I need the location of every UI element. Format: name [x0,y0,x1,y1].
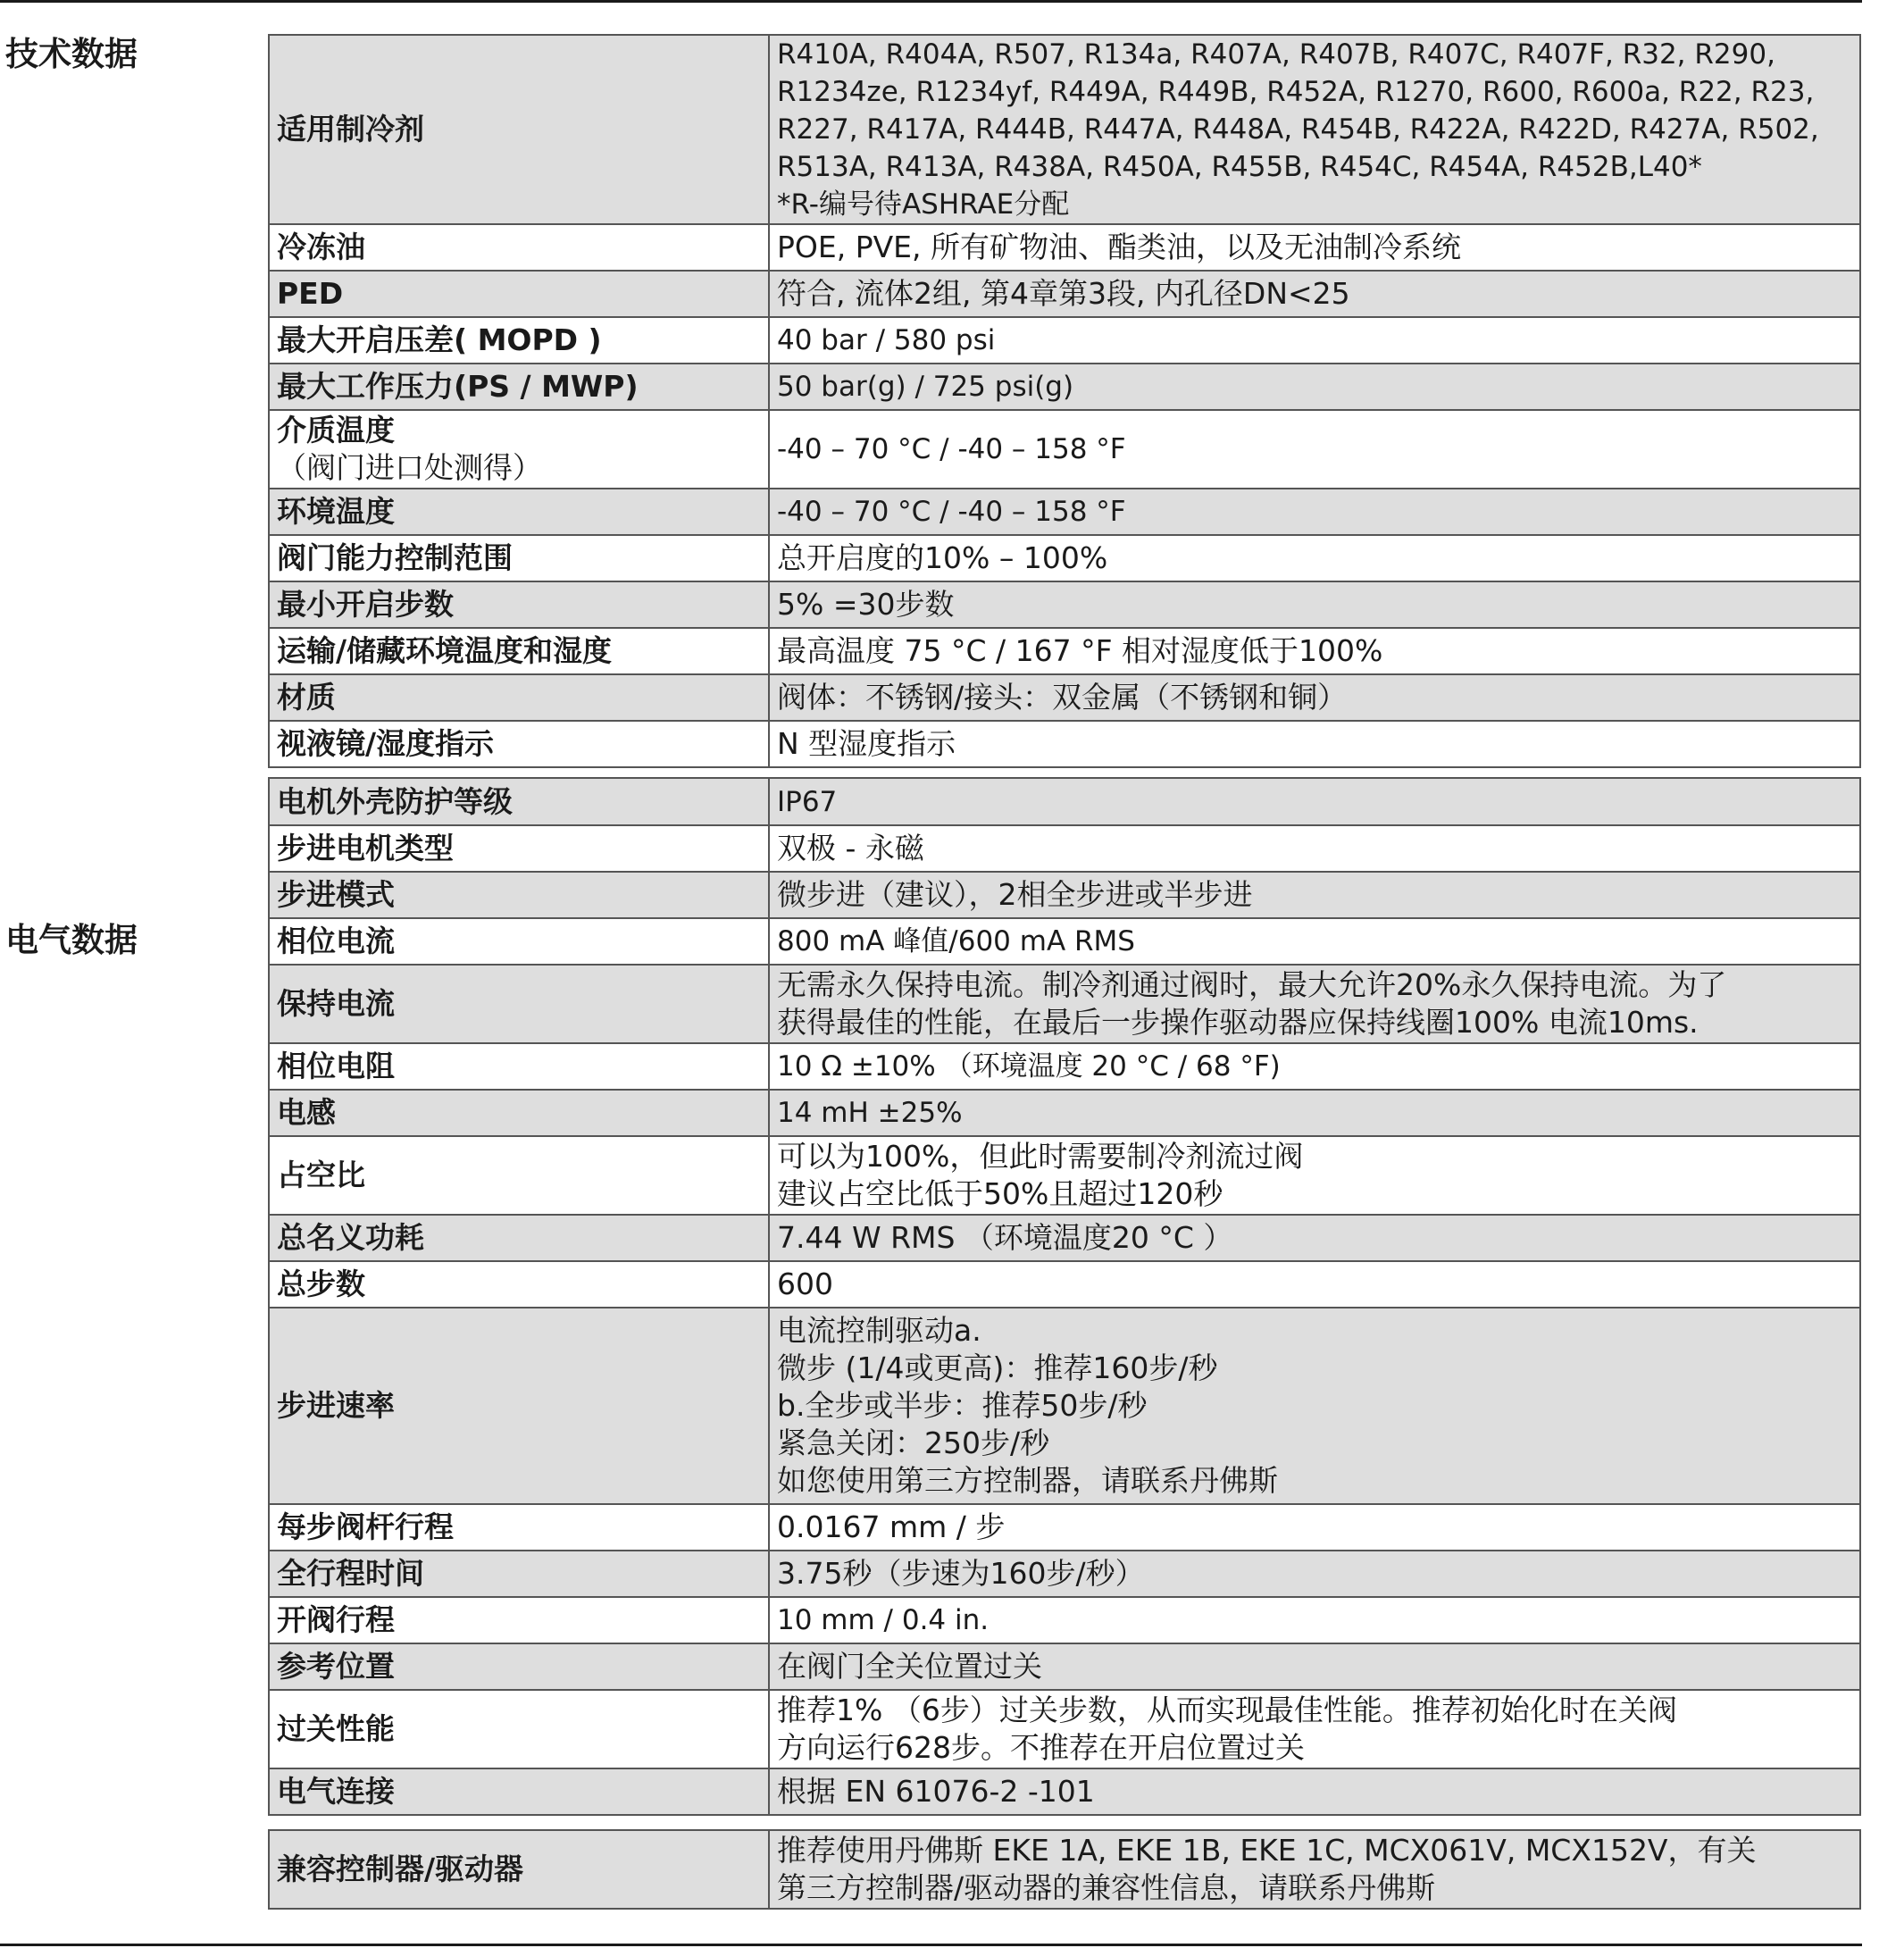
row-value: 符合, 流体2组, 第4章第3段, 内孔径DN<25 [769,271,1860,317]
row-label: 开阀行程 [269,1597,769,1643]
row-value: N 型湿度指示 [769,721,1860,767]
row-value: POE, PVE, 所有矿物油、酯类油，以及无油制冷系统 [769,224,1860,271]
table-row [269,674,1860,721]
table-row [269,1504,1860,1551]
row-value: 50 bar(g) / 725 psi(g) [769,364,1860,410]
row-label: 相位电流 [269,918,769,965]
table-row [269,1768,1860,1815]
table-row [269,271,1860,317]
row-label: 最大工作压力(PS / MWP) [269,364,769,410]
row-value: 推荐使用丹佛斯 EKE 1A, EKE 1B, EKE 1C, MCX061V, MCX152V，有关 第三方控制器/驱动器的兼容性信息，请联系丹佛斯 [769,1830,1860,1909]
row-value: 10 Ω ±10% （环境温度 20 °C / 68 °F) [769,1043,1860,1090]
table-row [269,1308,1860,1504]
row-label: 运输/储藏环境温度和湿度 [269,628,769,674]
row-label: 材质 [269,674,769,721]
row-label: 最大开启压差( MOPD ) [269,317,769,364]
compatibility-table [268,1829,1861,1910]
table-row [269,721,1860,767]
row-value: 7.44 W RMS （环境温度20 °C ） [769,1215,1860,1261]
top-rule [0,0,1862,3]
table-row [269,1551,1860,1597]
table-row [269,1090,1860,1136]
row-value: 总开启度的10% – 100% [769,535,1860,581]
row-label: 相位电阻 [269,1043,769,1090]
row-label-main: 介质温度 [277,413,395,447]
table-row [269,35,1860,224]
row-label-sub: （阀门进口处测得） [277,450,542,485]
row-value: 可以为100%，但此时需要制冷剂流过阀 建议占空比低于50%且超过120秒 [769,1136,1860,1215]
table-row [269,489,1860,535]
row-value: 10 mm / 0.4 in. [769,1597,1860,1643]
row-value: IP67 [769,778,1860,825]
row-value: -40 – 70 °C / -40 – 158 °F [769,410,1860,489]
tech-data-table [268,34,1861,768]
electrical-data-heading: 电气数据 [5,921,138,959]
row-label: 参考位置 [269,1643,769,1690]
row-label: 兼容控制器/驱动器 [269,1830,769,1909]
row-label: 每步阀杆行程 [269,1504,769,1551]
row-value: -40 – 70 °C / -40 – 158 °F [769,489,1860,535]
table-row [269,1690,1860,1768]
table-row [269,410,1860,489]
row-value: 0.0167 mm / 步 [769,1504,1860,1551]
row-label: 适用制冷剂 [269,35,769,224]
table-row [269,1261,1860,1308]
electrical-data-table [268,777,1861,1816]
row-label: 步进模式 [269,872,769,918]
row-label: 总名义功耗 [269,1215,769,1261]
row-label: 最小开启步数 [269,581,769,628]
row-label [269,410,769,489]
tech-data-heading: 技术数据 [5,35,138,73]
row-value: 14 mH ±25% [769,1090,1860,1136]
row-label: 总步数 [269,1261,769,1308]
row-label: 电感 [269,1090,769,1136]
table-row [269,872,1860,918]
table-row [269,965,1860,1043]
row-value: 5% =30步数 [769,581,1860,628]
table-row [269,1215,1860,1261]
bottom-rule [0,1944,1862,1946]
table-row [269,1830,1860,1909]
row-value: 微步进（建议），2相全步进或半步进 [769,872,1860,918]
row-label: 视液镜/湿度指示 [269,721,769,767]
table-row [269,778,1860,825]
row-label: 冷冻油 [269,224,769,271]
row-label: 环境温度 [269,489,769,535]
table-row [269,581,1860,628]
row-label: 步进电机类型 [269,825,769,872]
row-value: 40 bar / 580 psi [769,317,1860,364]
table-row [269,317,1860,364]
row-value: R410A, R404A, R507, R134a, R407A, R407B, R407C, R407F, R32, R290, R1234ze, R1234yf, R449A, R449B, R452A, R1270, R600, R600a, R22, R23, R227, R417A, R444B, R447A, R448A, R454B, R422A, R422D, R427A, R502, R513A, R413A, R438A, R450A, R455B, R454C, R454A, R452B,L40* *R-编号待ASHRAE分配 [769,35,1860,224]
row-value: 根据 EN 61076-2 -101 [769,1768,1860,1815]
row-value: 3.75秒（步速为160步/秒） [769,1551,1860,1597]
row-label: 电气连接 [269,1768,769,1815]
table-row [269,1597,1860,1643]
row-value: 最高温度 75 °C / 167 °F 相对湿度低于100% [769,628,1860,674]
table-row [269,825,1860,872]
row-value: 阀体：不锈钢/接头：双金属（不锈钢和铜） [769,674,1860,721]
table-row [269,918,1860,965]
row-label: 阀门能力控制范围 [269,535,769,581]
row-label: 电机外壳防护等级 [269,778,769,825]
row-label: 占空比 [269,1136,769,1215]
table-row [269,364,1860,410]
row-label: PED [269,271,769,317]
table-row [269,1136,1860,1215]
table-row [269,535,1860,581]
table-row [269,628,1860,674]
row-value: 在阀门全关位置过关 [769,1643,1860,1690]
row-value: 600 [769,1261,1860,1308]
row-label: 过关性能 [269,1690,769,1768]
row-value: 电流控制驱动a. 微步 (1/4或更高)：推荐160步/秒 b.全步或半步：推荐50步/秒 紧急关闭：250步/秒 如您使用第三方控制器，请联系丹佛斯 [769,1308,1860,1504]
row-label: 全行程时间 [269,1551,769,1597]
row-value: 800 mA 峰值/600 mA RMS [769,918,1860,965]
table-row [269,224,1860,271]
row-value: 推荐1% （6步）过关步数，从而实现最佳性能。推荐初始化时在关阀 方向运行628步。不推荐在开启位置过关 [769,1690,1860,1768]
table-row [269,1643,1860,1690]
row-value: 无需永久保持电流。制冷剂通过阀时，最大允许20%永久保持电流。为了 获得最佳的性能，在最后一步操作驱动器应保持线圈100% 电流10ms. [769,965,1860,1043]
table-row [269,1043,1860,1090]
row-label: 步进速率 [269,1308,769,1504]
row-value: 双极 - 永磁 [769,825,1860,872]
row-label: 保持电流 [269,965,769,1043]
